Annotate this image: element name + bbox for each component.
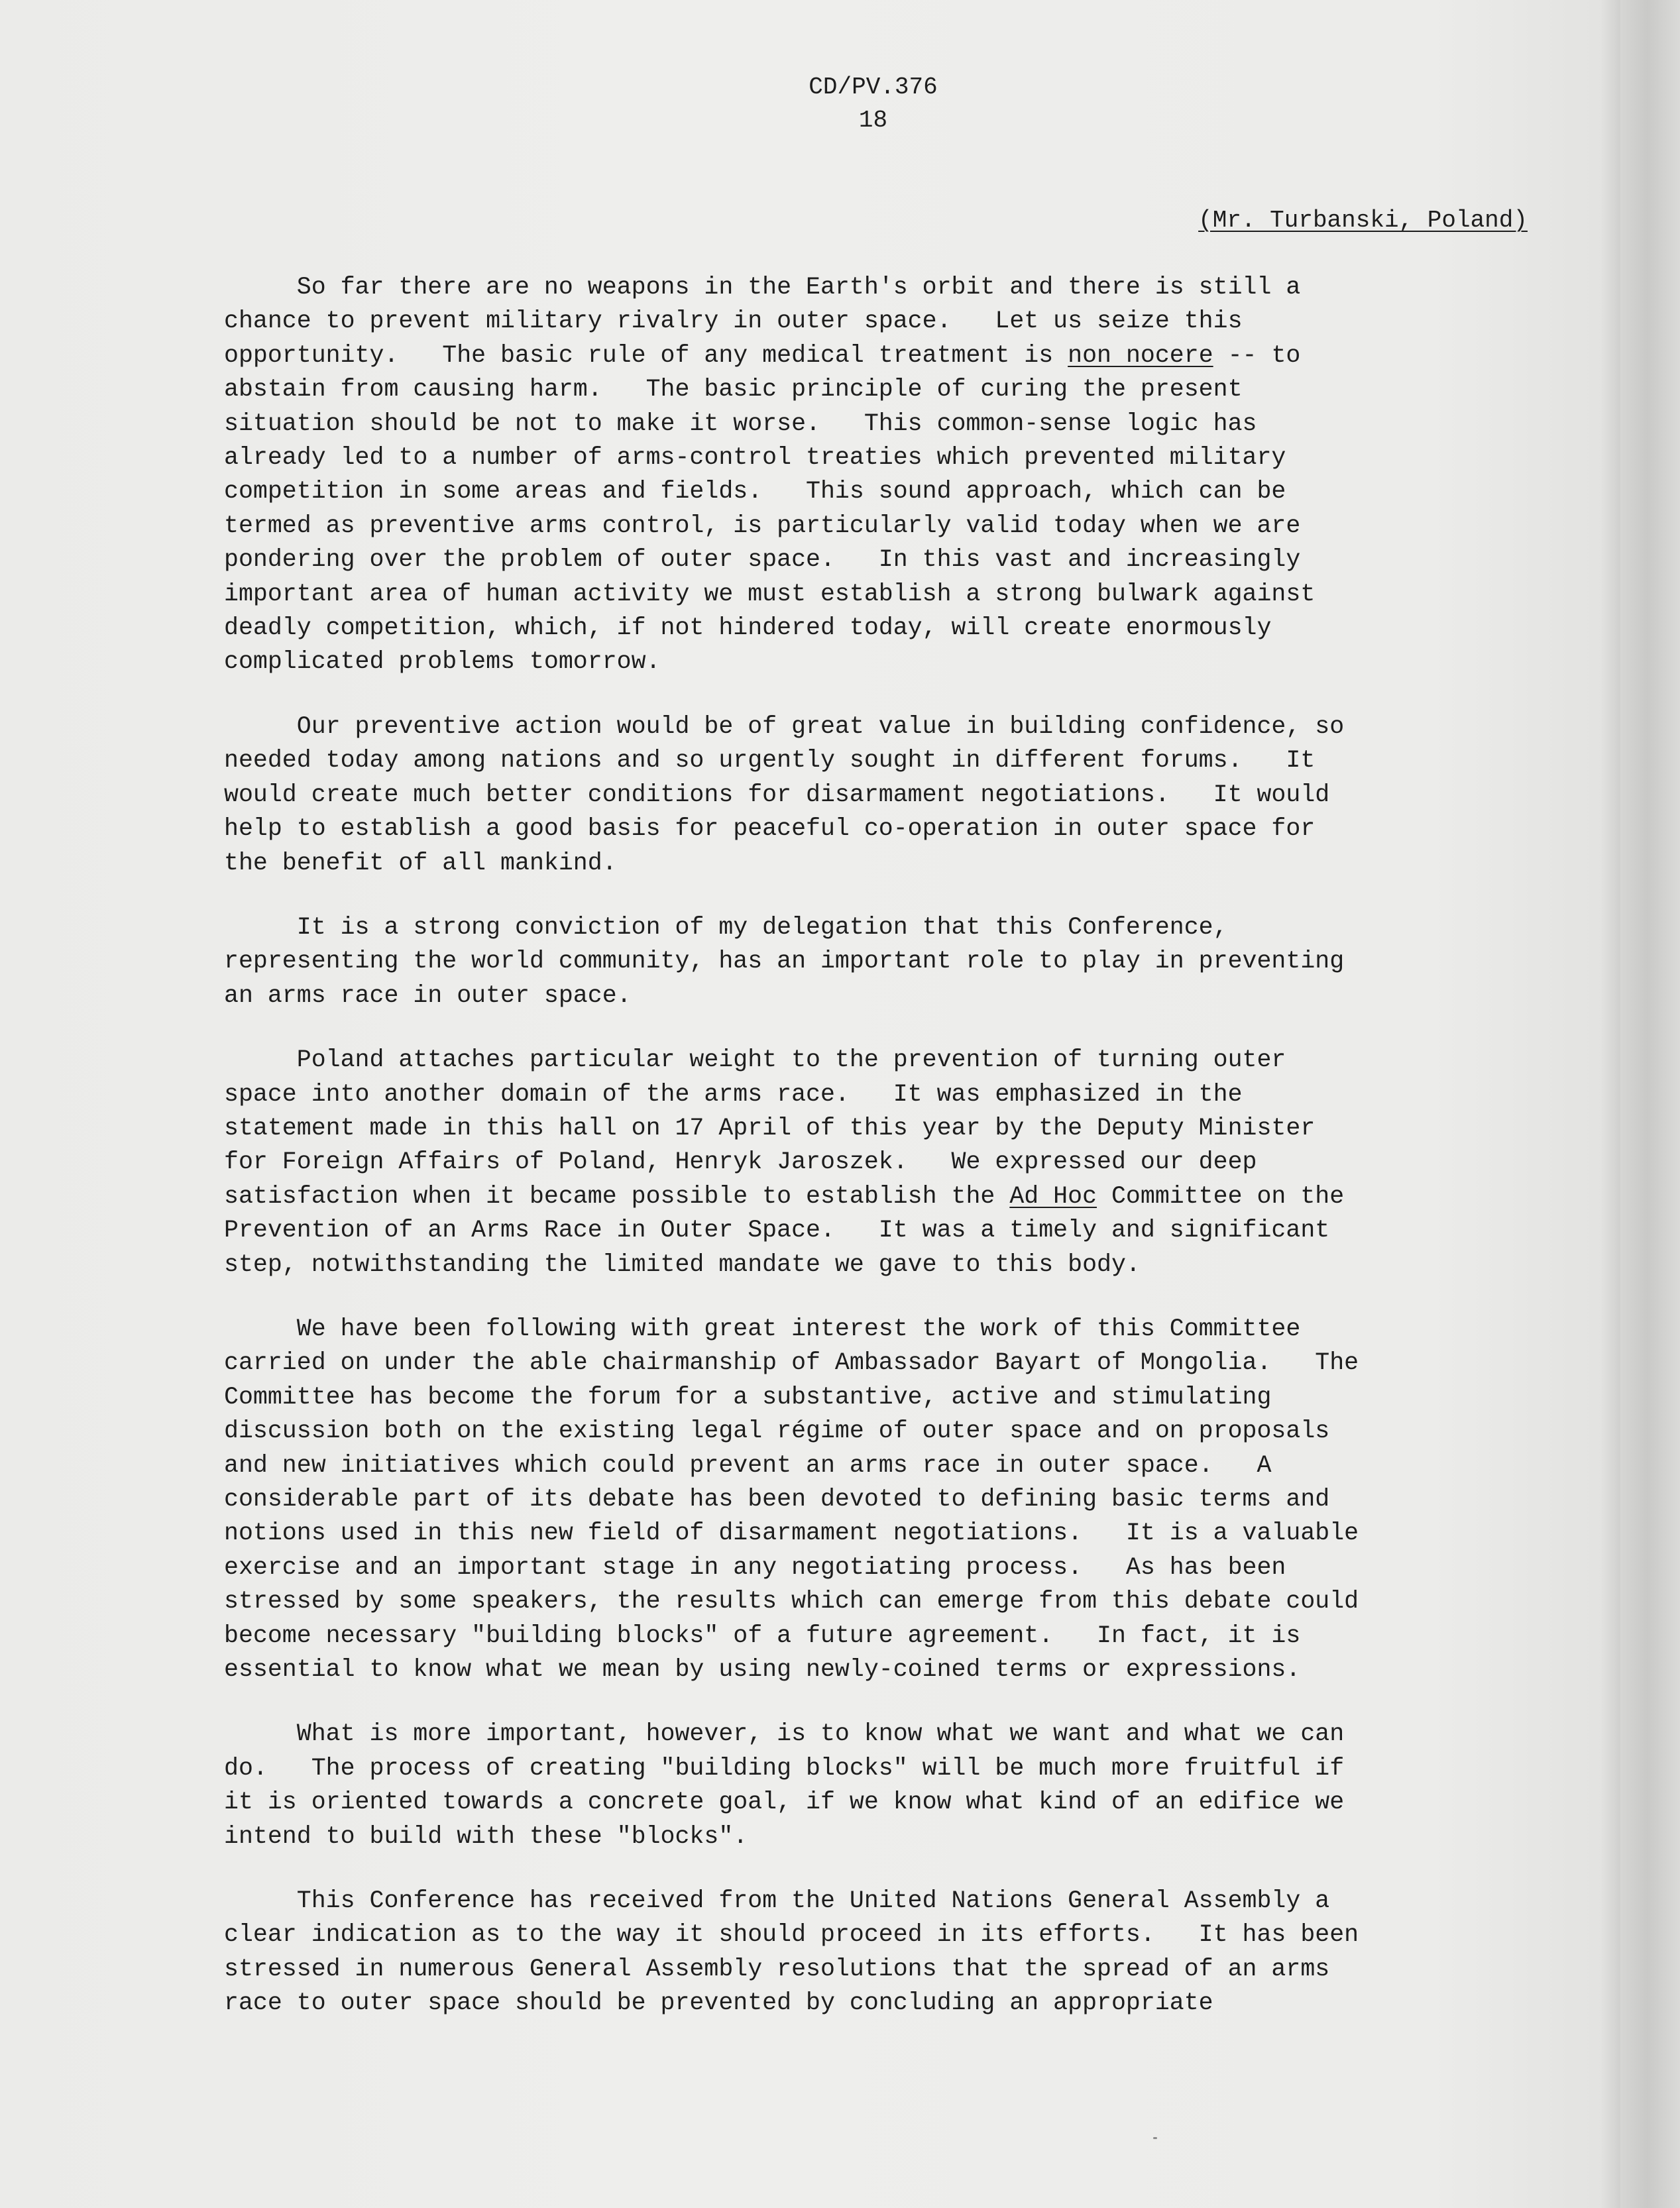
text-line: stressed in numerous General Assembly resolutions that the spread of an arms xyxy=(224,1955,1330,1983)
text-line: it is oriented towards a concrete goal, if we know what kind of an edifice we xyxy=(224,1789,1345,1816)
underlined-term: non nocere xyxy=(1068,341,1213,369)
text-line: We have been following with great interest the work of this Committee xyxy=(224,1315,1301,1343)
paragraph xyxy=(224,911,1540,1013)
text-line: clear indication as to the way it should proceed in its efforts. It has been xyxy=(224,1921,1359,1949)
text-line: representing the world community, has an important role to play in preventing xyxy=(224,948,1345,975)
text-line: satisfaction when it became possible to establish the Ad Hoc Committee on the xyxy=(224,1182,1345,1210)
text-line: for Foreign Affairs of Poland, Henryk Jaroszek. We expressed our deep xyxy=(224,1148,1257,1176)
text-line: notions used in this new field of disarmament negotiations. It is a valuable xyxy=(224,1519,1359,1547)
text-line: carried on under the able chairmanship of Ambassador Bayart of Mongolia. The xyxy=(224,1349,1359,1377)
text-line: intend to build with these "blocks". xyxy=(224,1822,748,1850)
document-symbol: CD/PV.376 xyxy=(809,74,938,101)
text-line: pondering over the problem of outer space. In this vast and increasingly xyxy=(224,546,1301,574)
text-line: What is more important, however, is to know what we want and what we can xyxy=(224,1720,1345,1748)
text-line: exercise and an important stage in any negotiating process. As has been xyxy=(224,1553,1286,1581)
text-line: complicated problems tomorrow. xyxy=(224,648,661,676)
text-line: Committee has become the forum for a substantive, active and stimulating xyxy=(224,1383,1272,1411)
paragraph xyxy=(224,710,1540,880)
text-line: step, notwithstanding the limited mandate we gave to this body. xyxy=(224,1250,1141,1278)
text-line: situation should be not to make it worse. This common-sense logic has xyxy=(224,410,1257,437)
scan-speck xyxy=(1153,2137,1157,2139)
paragraph xyxy=(224,1884,1540,2020)
text-line: So far there are no weapons in the Earth's orbit and there is still a xyxy=(224,274,1301,301)
text-line: become necessary "building blocks" of a future agreement. In fact, it is xyxy=(224,1622,1301,1649)
text-line: race to outer space should be prevented by concluding an appropriate xyxy=(224,1989,1213,2017)
text-line: Poland attaches particular weight to the prevention of turning outer xyxy=(224,1046,1286,1074)
speaker-attribution xyxy=(1198,207,1528,235)
text-line: opportunity. The basic rule of any medical treatment is non nocere -- to xyxy=(224,341,1301,369)
text-line: Our preventive action would be of great value in building confidence, so xyxy=(224,712,1345,740)
text-line: abstain from causing harm. The basic principle of curing the present xyxy=(224,376,1243,404)
text-line: and new initiatives which could prevent an arms race in outer space. A xyxy=(224,1451,1272,1479)
text-line: an arms race in outer space. xyxy=(224,981,632,1009)
text-line: space into another domain of the arms race. It was emphasized in the xyxy=(224,1080,1243,1108)
text-line: essential to know what we mean by using newly-coined terms or expressions. xyxy=(224,1656,1301,1684)
text-line: discussion both on the existing legal régime of outer space and on proposals xyxy=(224,1417,1330,1445)
text-line: This Conference has received from the United Nations General Assembly a xyxy=(224,1887,1330,1915)
text-line: needed today among nations and so urgently sought in different forums. It xyxy=(224,747,1316,775)
paragraph xyxy=(224,1717,1540,1853)
page-gutter-shadow xyxy=(1600,0,1620,2208)
text-line: Prevention of an Arms Race in Outer Space. It was a timely and significant xyxy=(224,1217,1330,1244)
statement-body xyxy=(224,270,1540,2051)
page-number: 18 xyxy=(858,107,888,134)
paragraph xyxy=(224,270,1540,679)
text-line: the benefit of all mankind. xyxy=(224,849,617,877)
text-line: It is a strong conviction of my delegation that this Conference, xyxy=(224,913,1228,941)
text-line: deadly competition, which, if not hindered today, will create enormously xyxy=(224,614,1272,642)
text-line: already led to a number of arms-control treaties which prevented military xyxy=(224,444,1286,472)
text-line: chance to prevent military rivalry in outer space. Let us seize this xyxy=(224,307,1243,335)
text-line: competition in some areas and fields. This sound approach, which can be xyxy=(224,478,1286,506)
underlined-term: Ad Hoc xyxy=(1009,1182,1097,1210)
text-line: stressed by some speakers, the results which can emerge from this debate could xyxy=(224,1588,1359,1616)
text-line: termed as preventive arms control, is particularly valid today when we are xyxy=(224,512,1301,539)
page-binding-edge xyxy=(1620,0,1680,2208)
paragraph xyxy=(224,1043,1540,1282)
text-line: considerable part of its debate has been devoted to defining basic terms and xyxy=(224,1486,1330,1513)
text-line: statement made in this hall on 17 April of this year by the Deputy Minister xyxy=(224,1114,1316,1142)
text-line: important area of human activity we must establish a strong bulwark against xyxy=(224,580,1316,608)
text-line: help to establish a good basis for peaceful co-operation in outer space for xyxy=(224,815,1316,843)
paragraph xyxy=(224,1312,1540,1686)
speaker-name: (Mr. Turbanski, Poland) xyxy=(1198,207,1528,234)
text-line: would create much better conditions for disarmament negotiations. It would xyxy=(224,781,1330,808)
text-line: do. The process of creating "building blocks" will be much more fruitful if xyxy=(224,1754,1345,1782)
